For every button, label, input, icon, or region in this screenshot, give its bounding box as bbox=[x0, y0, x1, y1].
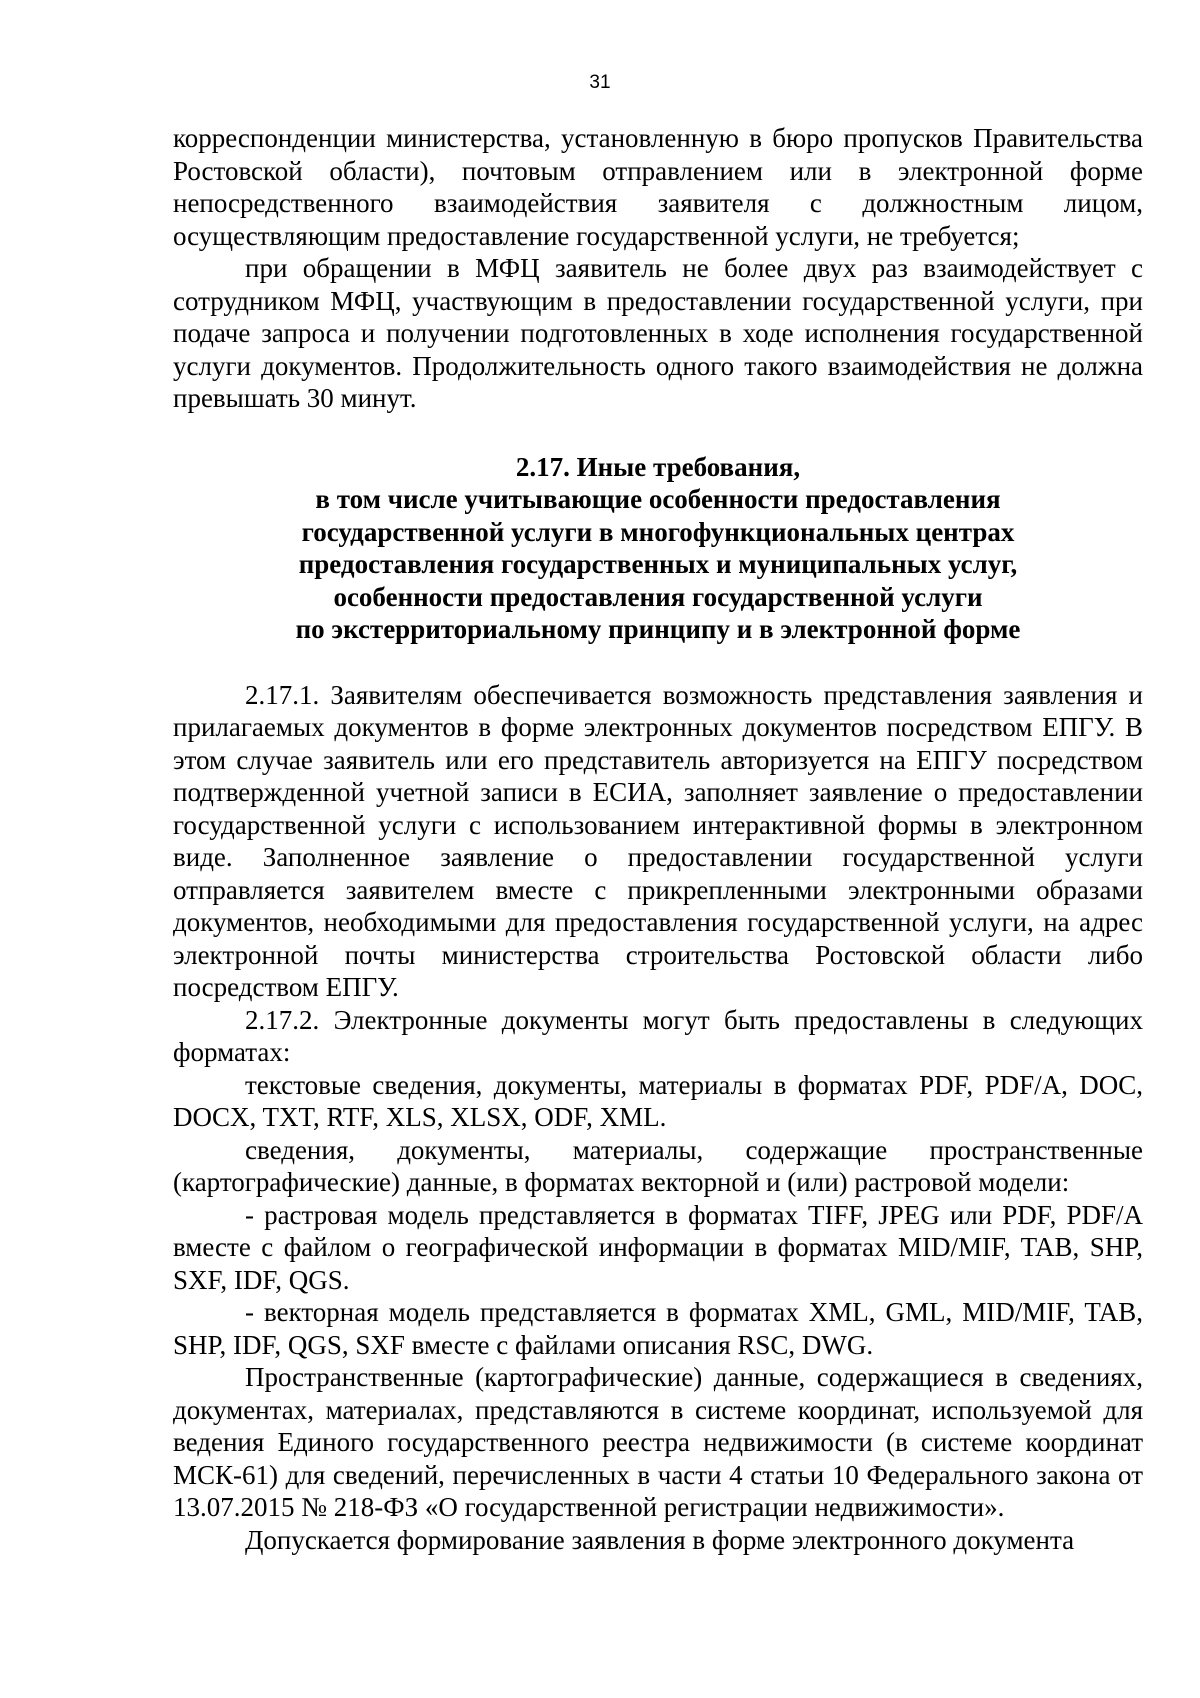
paragraph-text-formats: текстовые сведения, документы, материалы в форматах PDF, PDF/A, DOC, DOCX, TXT, RTF, XLS, XLSX, ODF, XML. bbox=[173, 1069, 1143, 1132]
paragraph-electronic-application: Допускается формирование заявления в форме электронного документа bbox=[245, 1524, 1075, 1555]
paragraph-2-17-2: 2.17.2. Электронные документы могут быть предоставлены в следующих форматах: bbox=[173, 1004, 1143, 1067]
section-heading-line: по экстерриториальному принципу и в электронной форме bbox=[295, 614, 1021, 644]
section-heading-line: в том числе учитывающие особенности предоставления bbox=[315, 484, 1001, 514]
paragraph-raster-model: - растровая модель представляется в форматах TIFF, JPEG или PDF, PDF/A вместе с файлом о географической информации в форматах MID/MIF, TAB, SHP, SXF, IDF, QGS. bbox=[173, 1199, 1143, 1295]
section-heading-line: особенности предоставления государственной услуги bbox=[333, 581, 983, 612]
document-body bbox=[173, 122, 1143, 1556]
paragraph-mfc-interaction: при обращении в МФЦ заявитель не более двух раз взаимодействует с сотрудником МФЦ, участвующим в предоставлении государственной услуги, при подаче запроса и получении подготовленных в ходе исполнения государственной услуги документов. Продолжительность одного такого взаимодействия не должна превышать 30 минут. bbox=[173, 253, 1143, 413]
paragraph-2-17-1: 2.17.1. Заявителям обеспечивается возможность представления заявления и прилагаемых документов в форме электронных документов посредством ЕПГУ. В этом случае заявитель или его представитель авторизуется на ЕПГУ посредством подтвержденной учетной записи в ЕСИА, заполняет заявление о предоставлении государственной услуги с использованием интерактивной формы в электронном виде. Заполненное заявление о предоставлении государственной услуги отправляется заявителем вместе с прикрепленными электронными образами документов, необходимыми для предоставления государственной услуги, на адрес электронной почты министерства строительства Ростовской области либо посредством ЕПГУ. bbox=[173, 679, 1143, 1002]
paragraph-spatial-formats: сведения, документы, материалы, содержащие пространственные (картографические) данные, в форматах векторной и (или) растровой модели: bbox=[173, 1134, 1143, 1197]
section-heading-line: государственной услуги в многофункциональных центрах bbox=[301, 516, 1015, 547]
section-heading bbox=[173, 451, 1143, 646]
paragraph-continuation: корреспонденции министерства, установленную в бюро пропусков Правительства Ростовской области), почтовым отправлением или в электронной форме непосредственного взаимодействия заявителя с должностным лицом, осуществляющим предоставление государственной услуги, не требуется; bbox=[173, 123, 1143, 251]
page-number: 31 bbox=[589, 72, 611, 93]
section-heading-line: 2.17. Иные требования, bbox=[515, 451, 801, 482]
section-heading-line: предоставления государственных и муниципальных услуг, bbox=[298, 549, 1018, 579]
paragraph-coordinate-system: Пространственные (картографические) данные, содержащиеся в сведениях, документах, материалах, представляются в системе координат, используемой для ведения Единого государственного реестра недвижимости (в системе координат МСК-61) для сведений, перечисленных в части 4 статьи 10 Федерального закона от 13.07.2015 № 218-ФЗ «О государственной регистрации недвижимости». bbox=[173, 1362, 1143, 1522]
paragraph-vector-model: - векторная модель представляется в форматах XML, GML, MID/MIF, TAB, SHP, IDF, QGS, SXF вместе с файлами описания RSC, DWG. bbox=[173, 1297, 1143, 1360]
